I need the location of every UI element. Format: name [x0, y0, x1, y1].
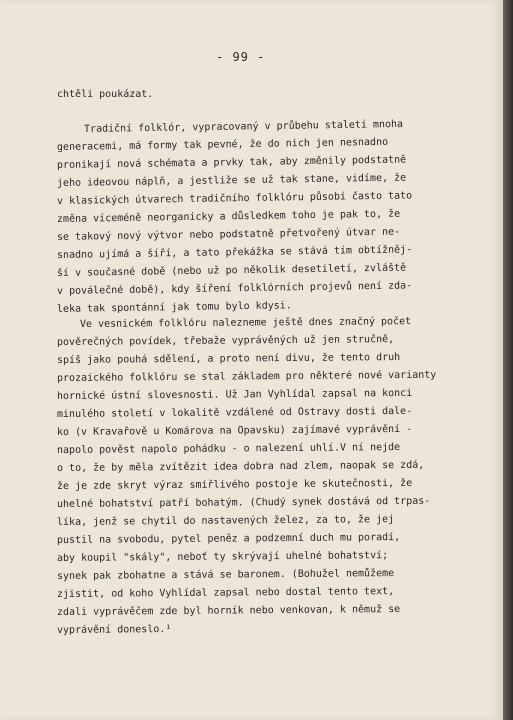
text-line: v klasických útvarech tradičního folklóru působí často tato — [56, 190, 413, 207]
text-line: prozaického folklóru se stal základem pro některé nové varianty — [56, 369, 437, 384]
text-line: o to, že by měla zvítězit idea dobra nad zlem, naopak se zdá, — [56, 459, 425, 474]
text-line: hornické ústní slovesnosti. Už Jan Vyhlídal zapsal na konci — [56, 387, 413, 402]
text-line: pustil na svobodu, pytel peněz a podzemní duch mu poradí, — [56, 532, 401, 546]
text-line: zdali vyprávěčem zde byl horník nebo venkovan, k němuž se — [56, 604, 401, 618]
text-line: uhelné bohatství patří bohatým. (Chudý synek dostává od trpas- — [56, 495, 431, 510]
text-line: líka, jenž se chytil do nastavených želez, za to, že jej — [56, 514, 395, 528]
text-line: minulého století v lokalitě vzdálené od Ostravy dosti dale- — [56, 405, 413, 420]
text-line: že je zde skryt výraz smířlivého postoje ke skutečnosti, že — [56, 477, 413, 492]
text-line: Tradiční folklór, vypracovaný v průbehu staletí mnoha — [83, 118, 404, 135]
text-line: pověrečných povídek, třebaže vyprávěných už jen stručně, — [56, 334, 395, 348]
text-line: snadno ujímá a šíří, a tato překážka se stává tím obtížněj- — [56, 244, 413, 261]
text-line: Ve vesnickém folklóru nalezneme ještě dnes značný počet — [79, 316, 412, 330]
text-line: chtěli poukázat. — [57, 89, 154, 100]
page-number: - 99 - — [216, 50, 266, 64]
text-line: pronikají nová schémata a prvky tak, aby změnily podstatně — [56, 154, 407, 171]
page-edge-shadow — [503, 0, 513, 720]
text-line: zjistit, od koho Vyhlídal zapsal nebo dostal tento text, — [56, 586, 395, 600]
text-line: napolo pověst napolo pohádku - o nalezení uhlí.V ní nejde — [56, 442, 401, 456]
text-line: generacemi, má formy tak pevné, že do nich jen nesnadno — [56, 136, 389, 153]
text-line: změna víceméně neorganicky a důsledkem toho je pak to, že — [56, 208, 401, 225]
text-line: synek pak zbohatne a stává se baronem. (Bohužel nemůžeme — [56, 568, 395, 582]
text-line: ší v současné době (nebo už po několik desetiletí, zvláště — [56, 262, 407, 279]
text-line: spíš jako pouhá sdělení, a proto není divu, že tento druh — [56, 352, 401, 366]
text-line: se takový nový výtvor nebo podstatně přetvořený útvar ne- — [56, 226, 401, 243]
text-line: jeho ideovou náplň, a jestliže se už tak stane, vidíme, že — [56, 172, 407, 189]
text-line: ko (v Kravařově u Komárova na Opavsku) zajímavé vyprávění - — [56, 423, 413, 438]
text-line: vyprávění doneslo.¹ — [56, 624, 172, 636]
text-line: aby koupil "skály", neboť ty skrývají uhelné bohatství; — [56, 550, 389, 564]
text-line: leka tak spontánní jak tomu bylo kdysi. — [56, 300, 292, 315]
text-line: v poválečné době), kdy šíření folklórních projevů není zda- — [56, 280, 413, 297]
